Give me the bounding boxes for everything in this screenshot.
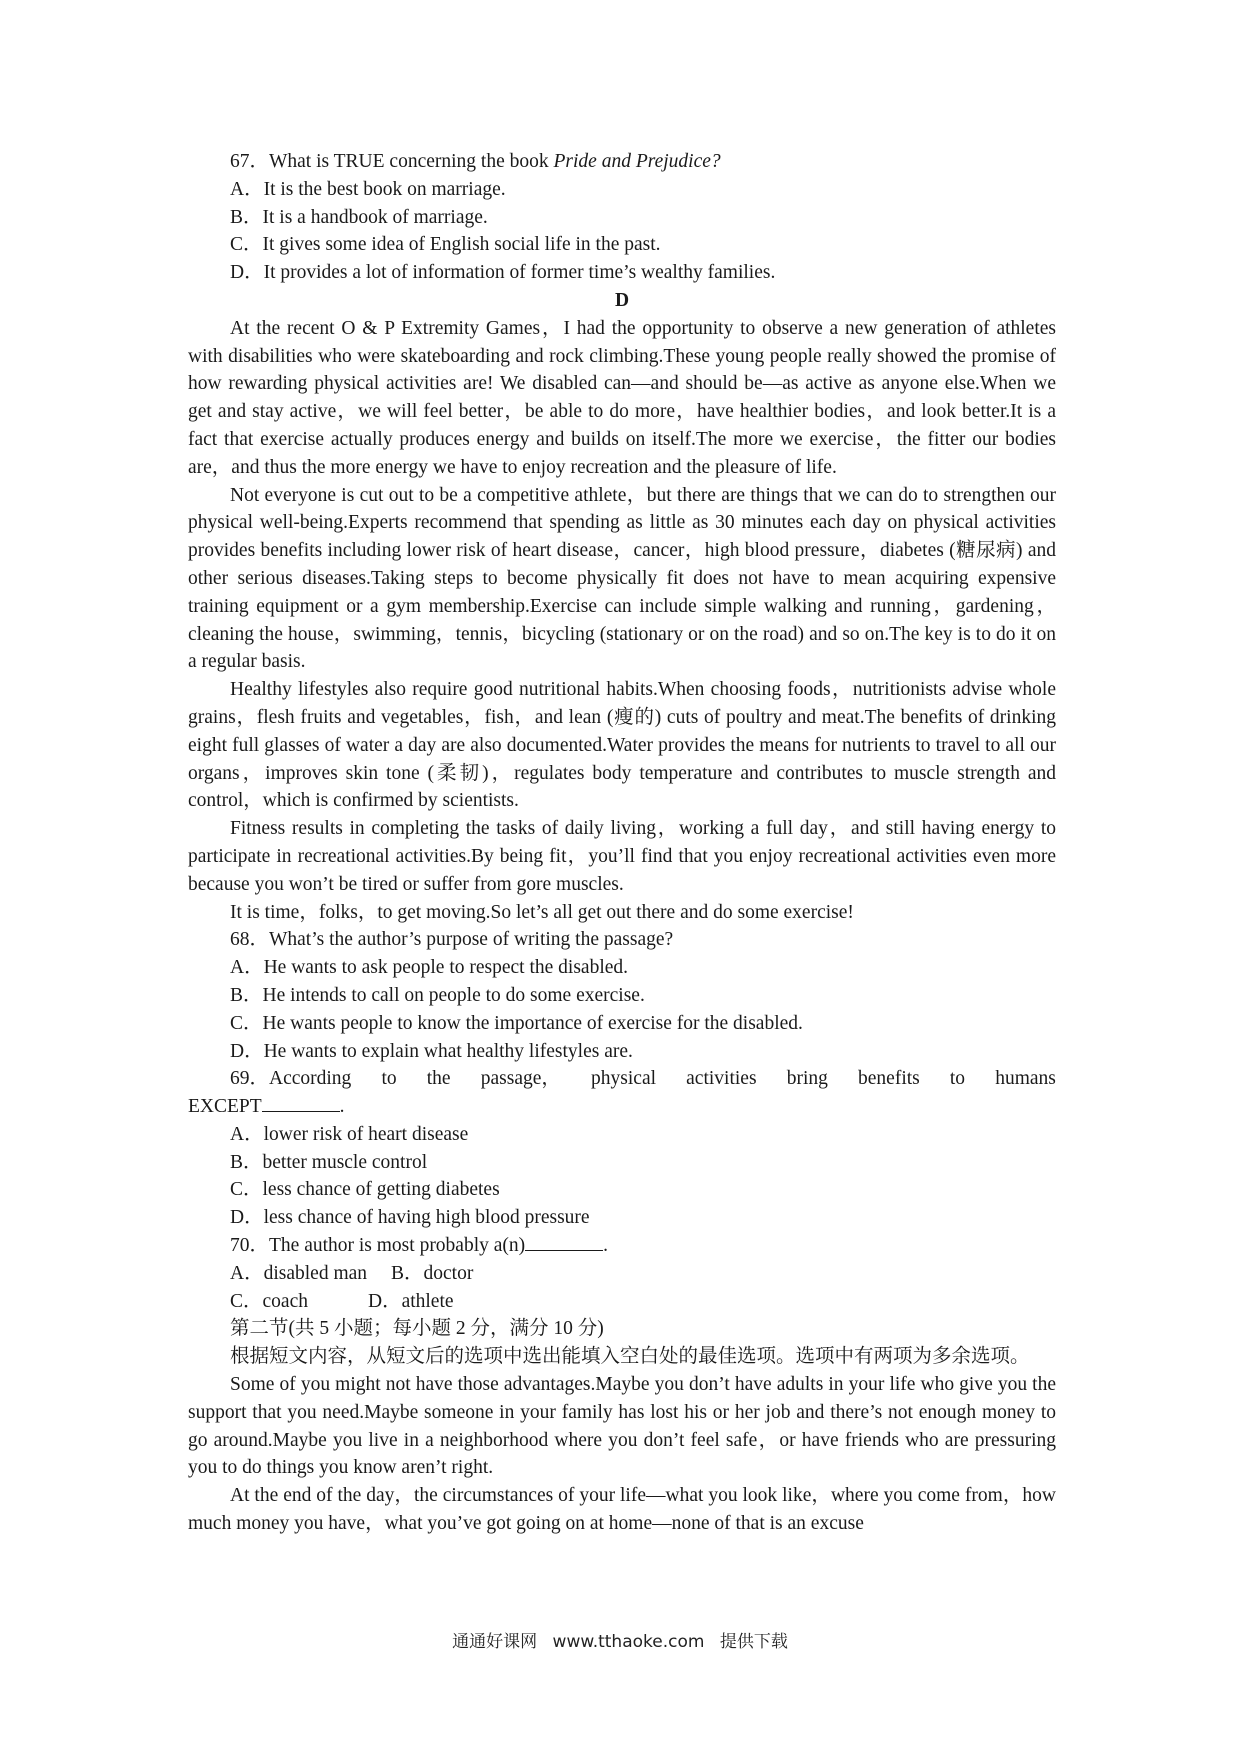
- q69-word: the: [426, 1068, 451, 1090]
- q69-word: to: [381, 1068, 397, 1090]
- question-70-stem: [188, 1232, 1056, 1260]
- passage-d-paragraph-5: It is time，folks，to get moving.So let’s all get out there and do some exercise!: [230, 901, 854, 923]
- section-2-instruction: 根据短文内容，从短文后的选项中选出能填入空白处的最佳选项。选项中有两项为多余选项。: [230, 1346, 1030, 1368]
- passage-d-paragraph-4: Fitness results in completing the tasks of daily living，working a full day，and still having energy to participate in recreational activities.By being fit，you’ll find that you enjoy recreational activities even more because you won’t be tired or suffer from gore muscles.: [188, 818, 1056, 895]
- answer-blank: [525, 1232, 603, 1251]
- question-68-option-c: C．He wants people to know the importance of exercise for the disabled.: [230, 1012, 803, 1034]
- question-70-option-c: C．coach: [230, 1290, 308, 1312]
- passage-d-paragraph-3: Healthy lifestyles also require good nutritional habits.When choosing foods，nutritionists advise whole grains，flesh fruits and vegetables，fish，and lean (瘦的) cuts of poultry and meat.The benefits of drinking eight full glasses of water a day are also documented.Water provides the means for nutrients to travel to all our organs，improves skin tone (柔韧)，regulates body temperature and contributes to muscle strength and control，which is confirmed by scientists.: [188, 679, 1056, 812]
- page-footer: [0, 1627, 1240, 1652]
- book-title: Pride and Prejudice?: [553, 151, 721, 172]
- question-69-option-d: D．less chance of having high blood pressure: [230, 1207, 590, 1229]
- answer-blank: [262, 1093, 340, 1112]
- footer-url: www.tthaoke.com: [552, 1632, 705, 1652]
- q69-word: benefits: [858, 1068, 920, 1090]
- q69-word: physical: [591, 1068, 657, 1090]
- question-68-stem: 68．What’s the author’s purpose of writing the passage?: [230, 929, 674, 951]
- q69-word: passage，: [480, 1068, 561, 1090]
- exam-page: [188, 148, 1056, 1538]
- q69-word: 69．According: [230, 1068, 352, 1090]
- question-67-option-c: C．It gives some idea of English social life in the past.: [230, 234, 661, 256]
- passage-d-paragraph-2: Not everyone is cut out to be a competitive athlete，but there are things that we can do to strengthen our physical well-being.Experts recommend that spending as little as 30 minutes each day on physical activities provides benefits including lower risk of heart disease，cancer，high blood pressure，diabetes (糖尿病) and other serious diseases.Taking steps to become physically fit does not have to mean acquiring expensive training equipment or a gym membership.Exercise can include simple walking and running，gardening，cleaning the house，swimming，tennis，bicycling (stationary or on the road) and so on.The key is to do it on a regular basis.: [188, 484, 1056, 673]
- question-69-stem-continued: [188, 1093, 1056, 1121]
- footer-suffix: 提供下载: [719, 1632, 788, 1652]
- q69-word: humans: [995, 1068, 1056, 1090]
- question-68-option-a: A．He wants to ask people to respect the disabled.: [230, 957, 629, 979]
- q69-word: activities: [686, 1068, 757, 1090]
- q69-period: .: [339, 1096, 345, 1118]
- question-69-option-a: A．lower risk of heart disease: [230, 1123, 469, 1145]
- question-69-option-c: C．less chance of getting diabetes: [230, 1179, 500, 1201]
- question-70-option-d: D．athlete: [367, 1290, 454, 1312]
- question-67-prefix: 67．What is TRUE concerning the book: [230, 151, 554, 172]
- question-67-option-d: D．It provides a lot of information of former time’s wealthy families.: [230, 262, 776, 284]
- question-67-option-b: B．It is a handbook of marriage.: [230, 206, 488, 228]
- question-70-option-a: A．disabled man: [230, 1262, 368, 1284]
- q70-period: .: [603, 1235, 609, 1257]
- question-70-option-b: B．doctor: [391, 1262, 474, 1284]
- section-d-title: D: [614, 289, 630, 311]
- q69-except: EXCEPT: [188, 1096, 262, 1118]
- section-2-title: 第二节(共 5 小题；每小题 2 分，满分 10 分): [230, 1318, 604, 1340]
- question-70-options-row-2: [188, 1288, 1056, 1316]
- footer-site-name: 通通好课网: [452, 1632, 538, 1652]
- q70-stem-text: 70．The author is most probably a(n): [230, 1235, 526, 1257]
- question-67-option-a: A．It is the best book on marriage.: [230, 178, 506, 200]
- q69-word: to: [949, 1068, 966, 1090]
- passage-2-paragraph-2: At the end of the day，the circumstances of your life—what you look like，where you come from，how much money you have，what you’ve got going on at home—none of that is an excuse: [188, 1485, 1056, 1535]
- question-69-option-b: B．better muscle control: [230, 1151, 428, 1173]
- question-67-stem: [188, 148, 1056, 176]
- question-69-stem: [188, 1065, 1056, 1093]
- passage-d-paragraph-1: At the recent O & P Extremity Games，I had the opportunity to observe a new generation of athletes with disabilities who were skateboarding and rock climbing.These young people really showed the promise of how rewarding physical activities are! We disabled can—and should be—as active as anyone else.When we get and stay active，we will feel better，be able to do more，have healthier bodies，and look better.It is a fact that exercise actually produces energy and builds on itself.The more we exercise，the fitter our bodies are，and thus the more energy we have to enjoy recreation and the pleasure of life.: [188, 317, 1056, 478]
- q69-word: bring: [786, 1068, 828, 1090]
- passage-2-paragraph-1: Some of you might not have those advantages.Maybe you don’t have adults in your life who give you the support that you need.Maybe someone in your family has lost his or her job and there’s not enough money to go around.Maybe you live in a neighborhood where you don’t feel safe，or have friends who are pressuring you to do things you know aren’t right.: [188, 1374, 1056, 1479]
- question-68-option-d: D．He wants to explain what healthy lifestyles are.: [230, 1040, 633, 1062]
- question-68-option-b: B．He intends to call on people to do some exercise.: [230, 984, 645, 1006]
- question-70-options-row-1: [188, 1260, 1056, 1288]
